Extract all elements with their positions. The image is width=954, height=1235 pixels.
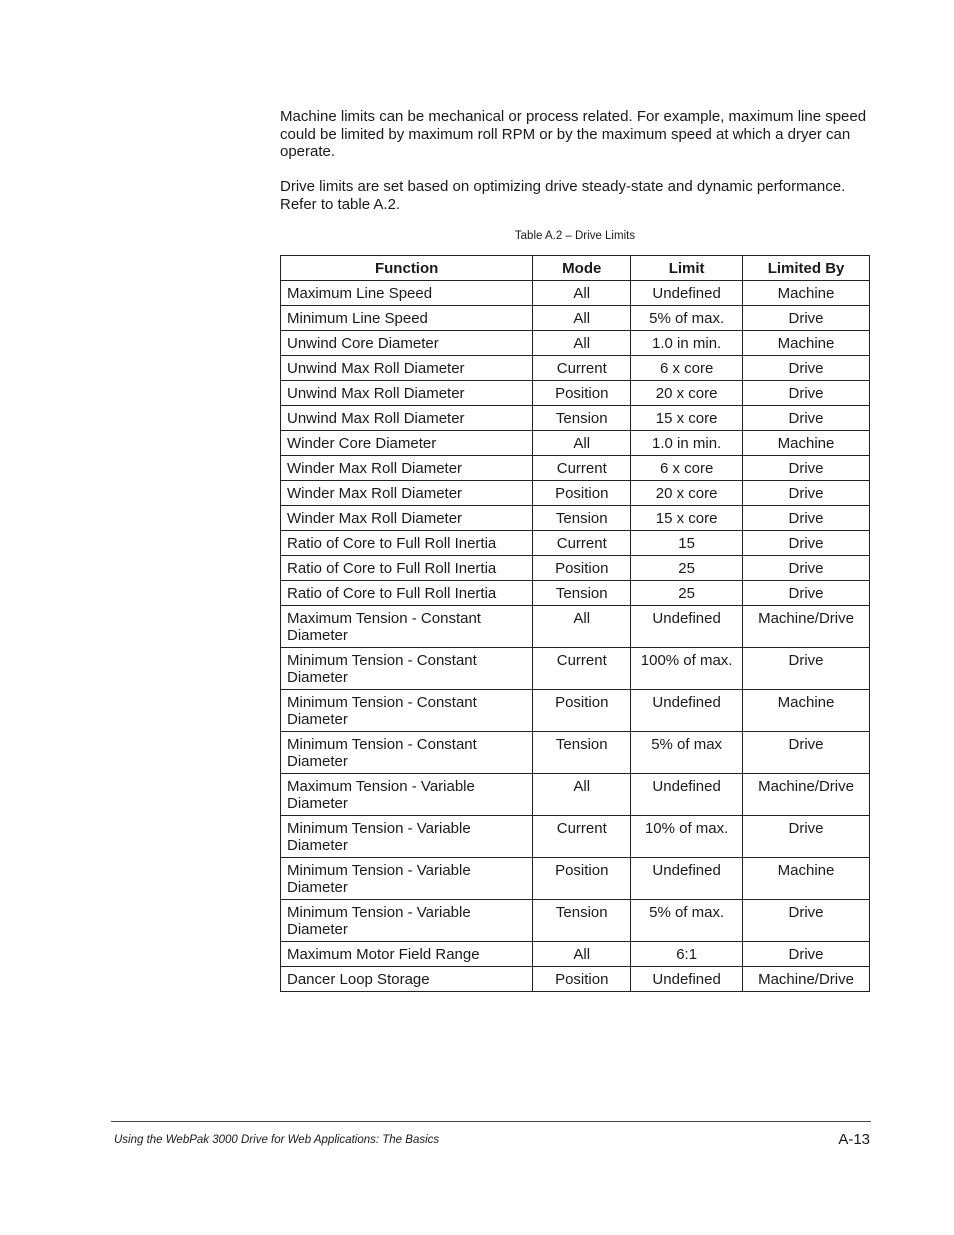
intro-paragraph-drive-limits: Drive limits are set based on optimizing drive steady-state and dynamic performance. Refer to table A.2. — [280, 178, 846, 213]
cell-limit: 5% of max. — [631, 306, 743, 331]
intro-paragraph-machine-limits: Machine limits can be mechanical or process related. For example, maximum line speed could be limited by maximum roll RPM or by the maximum speed at which a dryer can operate. — [280, 108, 867, 160]
table-row — [281, 406, 870, 431]
cell-limited-by: Drive — [743, 306, 870, 331]
cell-mode: Tension — [533, 506, 631, 531]
cell-function: Minimum Tension - Constant Diameter — [281, 732, 533, 774]
header-mode: Mode — [533, 256, 631, 281]
cell-limited-by: Drive — [743, 481, 870, 506]
cell-function: Unwind Core Diameter — [281, 331, 533, 356]
table-row — [281, 900, 870, 942]
cell-function: Maximum Tension - Variable Diameter — [281, 774, 533, 816]
cell-limit: Undefined — [631, 774, 743, 816]
table-row — [281, 481, 870, 506]
table-row — [281, 967, 870, 992]
table-row — [281, 281, 870, 306]
cell-limited-by: Machine — [743, 858, 870, 900]
cell-function: Minimum Tension - Variable Diameter — [281, 900, 533, 942]
table-header — [281, 256, 870, 281]
cell-mode: All — [533, 606, 631, 648]
cell-function: Ratio of Core to Full Roll Inertia — [281, 531, 533, 556]
cell-mode: Position — [533, 381, 631, 406]
cell-mode: All — [533, 942, 631, 967]
footer-document-title: Using the WebPak 3000 Drive for Web Applications: The Basics — [114, 1134, 440, 1146]
cell-mode: Tension — [533, 900, 631, 942]
cell-function: Minimum Line Speed — [281, 306, 533, 331]
table-header-row — [281, 256, 870, 281]
cell-limit: Undefined — [631, 690, 743, 732]
cell-limited-by: Machine — [743, 281, 870, 306]
cell-limit: 1.0 in min. — [631, 331, 743, 356]
cell-limited-by: Drive — [743, 356, 870, 381]
table-row — [281, 431, 870, 456]
cell-function: Winder Max Roll Diameter — [281, 456, 533, 481]
header-limited-by: Limited By — [743, 256, 870, 281]
cell-mode: Position — [533, 858, 631, 900]
table-row — [281, 331, 870, 356]
cell-limit: Undefined — [631, 281, 743, 306]
cell-mode: All — [533, 281, 631, 306]
cell-limited-by: Drive — [743, 556, 870, 581]
cell-mode: All — [533, 431, 631, 456]
table-row — [281, 456, 870, 481]
cell-limit: 25 — [631, 556, 743, 581]
cell-limit: 10% of max. — [631, 816, 743, 858]
table-row — [281, 306, 870, 331]
header-limit: Limit — [631, 256, 743, 281]
header-function: Function — [281, 256, 533, 281]
cell-function: Minimum Tension - Constant Diameter — [281, 690, 533, 732]
cell-limit: 15 — [631, 531, 743, 556]
table-body — [281, 281, 870, 992]
table-row — [281, 356, 870, 381]
cell-mode: Tension — [533, 406, 631, 431]
table-row — [281, 858, 870, 900]
table-row — [281, 942, 870, 967]
cell-limit: 20 x core — [631, 381, 743, 406]
cell-function: Unwind Max Roll Diameter — [281, 381, 533, 406]
footer-divider — [111, 1121, 871, 1122]
cell-function: Winder Core Diameter — [281, 431, 533, 456]
cell-mode: Current — [533, 456, 631, 481]
cell-limit: 25 — [631, 581, 743, 606]
cell-limit: 5% of max. — [631, 900, 743, 942]
cell-limited-by: Machine — [743, 690, 870, 732]
cell-limited-by: Drive — [743, 406, 870, 431]
cell-limited-by: Drive — [743, 531, 870, 556]
cell-limit: Undefined — [631, 606, 743, 648]
cell-limit: 15 x core — [631, 406, 743, 431]
cell-limited-by: Drive — [743, 381, 870, 406]
cell-limit: 6 x core — [631, 456, 743, 481]
cell-limited-by: Drive — [743, 506, 870, 531]
cell-mode: Tension — [533, 581, 631, 606]
table-caption: Table A.2 – Drive Limits — [514, 230, 636, 242]
table-row — [281, 690, 870, 732]
footer-page-number: A-13 — [838, 1131, 870, 1148]
cell-mode: Position — [533, 967, 631, 992]
cell-mode: All — [533, 306, 631, 331]
table-row — [281, 531, 870, 556]
cell-function: Unwind Max Roll Diameter — [281, 356, 533, 381]
cell-limit: 1.0 in min. — [631, 431, 743, 456]
cell-function: Minimum Tension - Variable Diameter — [281, 816, 533, 858]
cell-function: Dancer Loop Storage — [281, 967, 533, 992]
cell-function: Winder Max Roll Diameter — [281, 481, 533, 506]
cell-limited-by: Drive — [743, 900, 870, 942]
cell-mode: All — [533, 331, 631, 356]
cell-mode: Current — [533, 648, 631, 690]
cell-limit: 5% of max — [631, 732, 743, 774]
cell-limited-by: Machine — [743, 431, 870, 456]
cell-mode: Current — [533, 816, 631, 858]
cell-mode: Tension — [533, 732, 631, 774]
cell-mode: Position — [533, 481, 631, 506]
cell-function: Ratio of Core to Full Roll Inertia — [281, 581, 533, 606]
cell-limit: 6 x core — [631, 356, 743, 381]
cell-limited-by: Drive — [743, 648, 870, 690]
cell-function: Maximum Tension - Constant Diameter — [281, 606, 533, 648]
cell-function: Unwind Max Roll Diameter — [281, 406, 533, 431]
cell-mode: Position — [533, 690, 631, 732]
cell-limit: 100% of max. — [631, 648, 743, 690]
cell-function: Ratio of Core to Full Roll Inertia — [281, 556, 533, 581]
cell-limit: 20 x core — [631, 481, 743, 506]
cell-limited-by: Machine/Drive — [743, 774, 870, 816]
cell-function: Maximum Motor Field Range — [281, 942, 533, 967]
cell-limited-by: Drive — [743, 732, 870, 774]
cell-limited-by: Machine/Drive — [743, 606, 870, 648]
cell-limit: Undefined — [631, 967, 743, 992]
table-row — [281, 816, 870, 858]
cell-limited-by: Drive — [743, 942, 870, 967]
table-row — [281, 648, 870, 690]
cell-mode: Current — [533, 356, 631, 381]
table-row — [281, 581, 870, 606]
table-row — [281, 556, 870, 581]
cell-function: Minimum Tension - Variable Diameter — [281, 858, 533, 900]
cell-mode: All — [533, 774, 631, 816]
cell-function: Maximum Line Speed — [281, 281, 533, 306]
cell-function: Winder Max Roll Diameter — [281, 506, 533, 531]
cell-limit: Undefined — [631, 858, 743, 900]
table-row — [281, 732, 870, 774]
cell-limited-by: Machine — [743, 331, 870, 356]
table-row — [281, 606, 870, 648]
cell-function: Minimum Tension - Constant Diameter — [281, 648, 533, 690]
cell-limit: 15 x core — [631, 506, 743, 531]
table-row — [281, 506, 870, 531]
table-row — [281, 774, 870, 816]
drive-limits-table — [280, 255, 870, 992]
cell-limited-by: Drive — [743, 581, 870, 606]
cell-limit: 6:1 — [631, 942, 743, 967]
table-row — [281, 381, 870, 406]
cell-limited-by: Machine/Drive — [743, 967, 870, 992]
cell-mode: Current — [533, 531, 631, 556]
cell-limited-by: Drive — [743, 456, 870, 481]
cell-limited-by: Drive — [743, 816, 870, 858]
cell-mode: Position — [533, 556, 631, 581]
